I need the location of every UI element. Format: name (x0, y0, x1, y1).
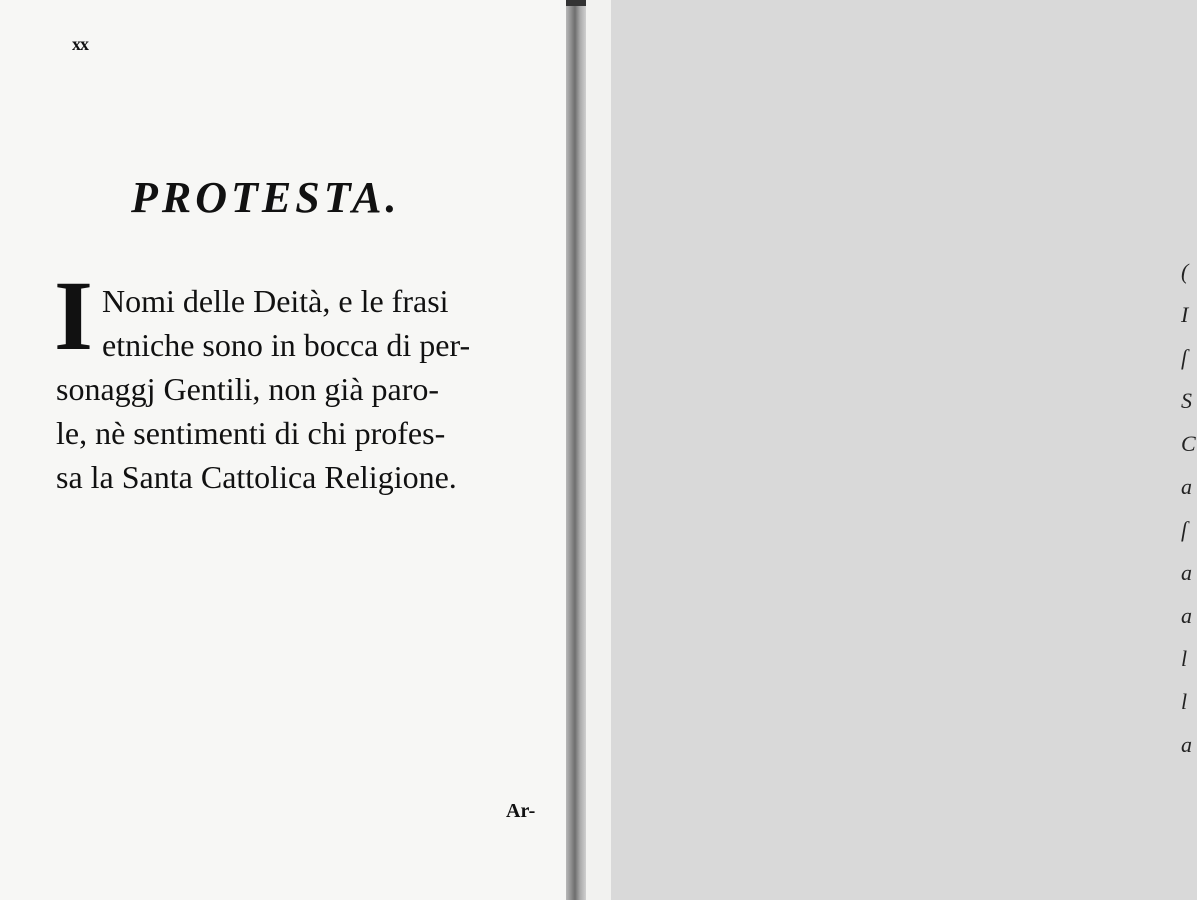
text-line: etniche sono in bocca di per- (102, 327, 471, 363)
page-title: PROTESTA. (131, 173, 401, 222)
book-gutter (566, 0, 586, 900)
catchword: Ar- (506, 800, 536, 822)
drop-cap: I (54, 260, 93, 371)
facing-page-letters: ( I ſ S C a ſ a a l l a (1181, 259, 1196, 757)
page-number: xx (72, 34, 88, 54)
book-page (0, 0, 566, 900)
text-line: Nomi delle Deità, e le frasi (102, 283, 449, 319)
facing-page-edge (586, 0, 1196, 900)
body-text (56, 279, 560, 499)
text-line: sonaggj Gentili, non già paro- (56, 371, 440, 407)
text-line: le, nè sentimenti di chi profes- (56, 415, 446, 451)
text-line: sa la Santa Cattolica Religione. (56, 459, 457, 495)
